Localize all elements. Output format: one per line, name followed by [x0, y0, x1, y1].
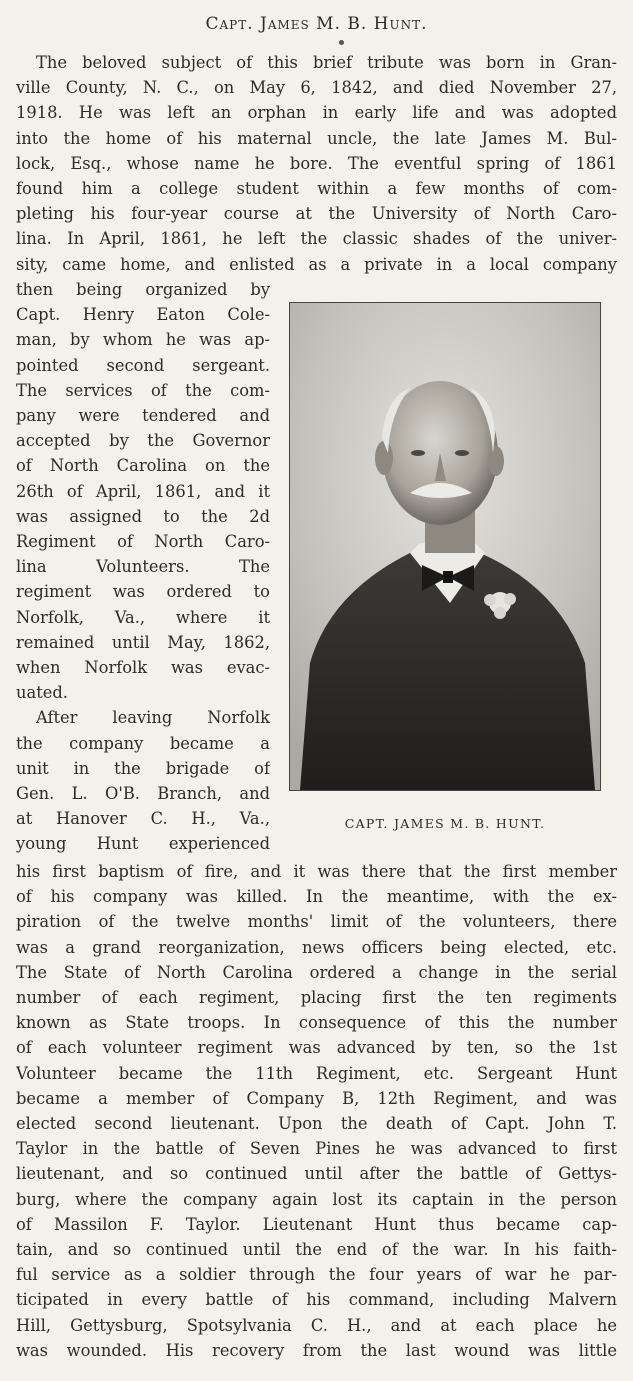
- ornament-dot: [339, 40, 344, 45]
- text-line: lina Volunteers. The: [16, 557, 270, 577]
- text-line: uated.: [16, 683, 68, 703]
- text-line: The services of the com-: [16, 380, 270, 400]
- text-line: pointed second sergeant.: [16, 355, 270, 375]
- text-line: remained until May, 1862,: [16, 632, 270, 652]
- text-line: of each volunteer regiment was advanced by ten, so the 1st: [16, 1038, 617, 1058]
- text-line: into the home of his maternal uncle, the late James M. Bul-: [16, 128, 617, 148]
- text-line: burg, where the company again lost its captain in the person: [16, 1189, 617, 1209]
- text-line: elected second lieutenant. Upon the death of Capt. John T.: [16, 1114, 617, 1134]
- text-line: at Hanover C. H., Va.,: [16, 809, 270, 829]
- text-line: Hill, Gettysburg, Spotsylvania C. H., and at each place he: [16, 1315, 617, 1335]
- text-line: Volunteer became the 11th Regiment, etc. Sergeant Hunt: [16, 1063, 617, 1083]
- text-line: Norfolk, Va., where it: [16, 607, 270, 627]
- text-line: lina. In April, 1861, he left the classic shades of the univer-: [16, 229, 617, 249]
- text-line: then being organized by: [16, 280, 270, 299]
- text-line: piration of the twelve months' limit of the volunteers, there: [16, 912, 617, 932]
- text-line: ful service as a soldier through the four years of war he par-: [16, 1265, 617, 1285]
- text-line: unit in the brigade of: [16, 758, 270, 778]
- text-line: his first baptism of fire, and it was there that the first member: [16, 862, 617, 881]
- text-line: The beloved subject of this brief tribute was born in Gran-: [36, 53, 617, 72]
- text-line: The State of North Carolina ordered a change in the serial: [16, 962, 617, 982]
- page-title: Capt. James M. B. Hunt.: [205, 14, 428, 34]
- text-line: number of each regiment, placing first the ten regiments: [16, 988, 617, 1008]
- text-line: Regiment of North Caro-: [16, 532, 270, 552]
- text-line: accepted by the Governor: [16, 431, 270, 451]
- text-line: known as State troops. In consequence of this the number: [16, 1013, 617, 1033]
- text-line: Taylor in the battle of Seven Pines he was advanced to first: [16, 1139, 617, 1159]
- text-line: when Norfolk was evac-: [16, 658, 270, 678]
- paragraph-side: [16, 277, 270, 857]
- text-line: sity, came home, and enlisted as a private in a local company: [16, 254, 617, 274]
- text-line: regiment was ordered to: [16, 582, 270, 602]
- text-line: After leaving Norfolk: [36, 708, 270, 728]
- text-line: of Massilon F. Taylor. Lieutenant Hunt thus became cap-: [16, 1214, 617, 1234]
- text-line: tain, and so continued until the end of the war. In his faith-: [16, 1240, 617, 1260]
- text-line: lieutenant, and so continued until after the battle of Gettys-: [16, 1164, 617, 1184]
- text-line: of his company was killed. In the meantime, with the ex-: [16, 887, 617, 907]
- text-line: pany were tendered and: [16, 406, 270, 426]
- text-line: was wounded. His recovery from the last wound was little: [16, 1340, 617, 1360]
- text-line: 26th of April, 1861, and it: [16, 481, 270, 501]
- text-line: was a grand reorganization, news officers being elected, etc.: [16, 937, 617, 957]
- text-line: Capt. Henry Eaton Cole-: [16, 305, 270, 325]
- text-line: ville County, N. C., on May 6, 1842, and died November 27,: [16, 78, 617, 98]
- photo-caption: CAPT. JAMES M. B. HUNT.: [344, 816, 546, 831]
- portrait-image: [290, 303, 600, 790]
- text-line: became a member of Company B, 12th Regiment, and was: [16, 1088, 617, 1108]
- text-line: pleting his four-year course at the University of North Caro-: [16, 204, 617, 224]
- text-line: lock, Esq., whose name he bore. The eventful spring of 1861: [16, 153, 617, 173]
- text-line: found him a college student within a few months of com-: [16, 179, 617, 199]
- text-line: of North Carolina on the: [16, 456, 270, 476]
- portrait-photo: [289, 302, 601, 791]
- paragraph-bottom: [16, 859, 617, 1363]
- text-line: ticipated in every battle of his command, including Malvern: [16, 1290, 617, 1310]
- paragraph-top: [16, 50, 617, 277]
- text-line: was assigned to the 2d: [16, 506, 270, 526]
- text-line: 1918. He was left an orphan in early life and was adopted: [16, 103, 617, 123]
- text-line: Gen. L. O'B. Branch, and: [16, 784, 270, 804]
- text-line: man, by whom he was ap-: [16, 330, 270, 350]
- text-line: the company became a: [16, 733, 270, 753]
- text-line: young Hunt experienced: [16, 834, 270, 854]
